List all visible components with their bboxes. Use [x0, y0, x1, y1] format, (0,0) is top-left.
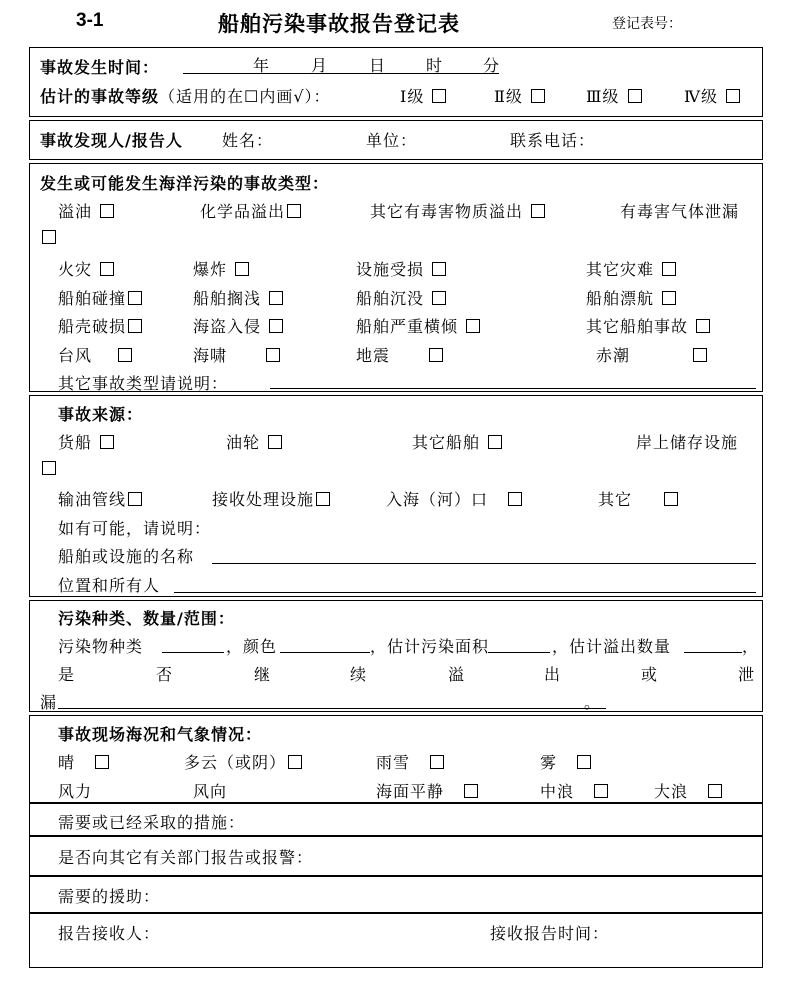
pollutant-kind-label: 污染物种类: [58, 637, 144, 656]
ship-name-label: 船舶或设施的名称: [58, 547, 195, 566]
weather-cloudy[interactable]: [184, 750, 302, 773]
other-type-label: 其它事故类型请说明：: [58, 374, 229, 393]
time-unit-hour: 时: [426, 56, 444, 75]
source-cargo-ship[interactable]: [58, 430, 114, 453]
type-label: 船舶搁浅: [193, 289, 262, 308]
type-label: 船舶碰撞: [58, 289, 127, 308]
form-number: 3-1: [76, 10, 104, 31]
weather-rain-snow[interactable]: [376, 750, 444, 773]
checkbox[interactable]: [95, 755, 109, 769]
pollutant-kind-field[interactable]: [162, 652, 224, 653]
type-label: 地震: [356, 346, 391, 365]
checkbox[interactable]: [662, 291, 676, 305]
continue-char-3: 继: [254, 665, 272, 684]
checkbox[interactable]: [429, 348, 443, 362]
report-other-label: 是否向其它有关部门报告或报警：: [58, 848, 314, 867]
checkbox[interactable]: [430, 755, 444, 769]
grade-option-2[interactable]: [494, 84, 545, 107]
checkbox[interactable]: [466, 319, 480, 333]
time-unit-year: 年: [253, 56, 271, 75]
type-sinking[interactable]: [356, 286, 446, 309]
reporter-name-label: 姓名：: [222, 131, 274, 150]
source-option-label: 油轮: [226, 433, 261, 452]
checkbox[interactable]: [316, 492, 330, 506]
sea-state-label: 海面平静: [376, 782, 445, 801]
time-unit-minute: 分: [483, 56, 501, 75]
pollution-label: 污染种类、数量/范围：: [58, 609, 235, 628]
checkbox[interactable]: [432, 89, 446, 103]
checkbox[interactable]: [100, 435, 114, 449]
source-reception-facility[interactable]: [212, 487, 330, 510]
grade-option-3[interactable]: [586, 84, 642, 107]
type-tsunami[interactable]: [193, 343, 280, 366]
spill-amount-field[interactable]: [684, 652, 742, 653]
type-other-disaster[interactable]: [586, 257, 676, 280]
checkbox[interactable]: [531, 89, 545, 103]
checkbox[interactable]: [266, 348, 280, 362]
source-other[interactable]: [598, 487, 678, 510]
type-label: 海啸: [193, 346, 228, 365]
continue-char-8: 泄: [738, 665, 756, 684]
accident-type-label: 发生或可能发生海洋污染的事故类型：: [40, 174, 330, 193]
receiver-label: 报告接收人：: [58, 924, 161, 943]
type-label: 化学品溢出: [200, 202, 286, 221]
checkbox[interactable]: [100, 262, 114, 276]
checkbox[interactable]: [662, 262, 676, 276]
ship-name-field[interactable]: [212, 563, 756, 564]
checkbox[interactable]: [269, 319, 283, 333]
color-label: ，颜色: [226, 637, 278, 656]
type-earthquake[interactable]: [356, 343, 443, 366]
grade-option-label: Ⅲ级: [586, 87, 620, 106]
type-label: 其它船舶事故: [586, 317, 689, 336]
checkbox[interactable]: [235, 262, 249, 276]
type-label: 赤潮: [596, 346, 631, 365]
checkbox[interactable]: [464, 784, 478, 798]
type-other-harmful-spill[interactable]: [370, 199, 545, 222]
weather-option-label: 多云（或阴）: [184, 753, 287, 772]
area-field[interactable]: [488, 652, 550, 653]
checkbox[interactable]: [664, 492, 678, 506]
continue-char-1: 是: [58, 665, 76, 684]
checkbox[interactable]: [531, 204, 545, 218]
continue-char-6: 出: [544, 665, 562, 684]
checkbox[interactable]: [432, 262, 446, 276]
type-label: 船舶严重横倾: [356, 317, 459, 336]
spill-amount-label: ，估计溢出数量: [552, 637, 672, 656]
checkbox[interactable]: [42, 230, 56, 244]
type-red-tide[interactable]: [596, 343, 707, 366]
continue-char-4: 续: [350, 665, 368, 684]
type-pirate-attack[interactable]: [193, 314, 283, 337]
type-label: 爆炸: [193, 260, 228, 279]
type-other-ship-accident[interactable]: [586, 314, 710, 337]
checkbox[interactable]: [708, 784, 722, 798]
wind-force-label: 风力: [58, 782, 93, 801]
grade-option-label: Ⅱ级: [494, 87, 523, 106]
leak-char: 漏: [40, 693, 58, 712]
other-type-field[interactable]: [270, 388, 756, 389]
if-possible-label: 如有可能，请说明：: [58, 519, 212, 538]
checkbox[interactable]: [42, 461, 56, 475]
checkbox[interactable]: [128, 319, 142, 333]
weather-option-label: 雾: [540, 753, 558, 772]
period: 。: [584, 693, 602, 712]
type-explosion[interactable]: [193, 257, 249, 280]
type-label: 设施受损: [356, 260, 425, 279]
type-label: 溢油: [58, 202, 93, 221]
type-label: 火灾: [58, 260, 93, 279]
checkbox[interactable]: [268, 435, 282, 449]
type-label: 台风: [58, 346, 93, 365]
source-pipeline[interactable]: [58, 487, 142, 510]
color-field[interactable]: [280, 652, 370, 653]
source-option-label: 岸上储存设施: [636, 433, 739, 452]
weather-option-label: 雨雪: [376, 753, 411, 772]
type-oil-spill[interactable]: [58, 199, 114, 222]
wind-direction-label: 风向: [193, 782, 228, 801]
form-title: 船舶污染事故报告登记表: [218, 11, 460, 36]
assistance-label: 需要的援助：: [58, 887, 161, 906]
type-harmful-gas-leak[interactable]: [620, 199, 739, 222]
checkbox[interactable]: [696, 319, 710, 333]
type-label: 有毒害气体泄漏: [620, 202, 740, 221]
sea-rough[interactable]: [654, 779, 722, 802]
type-drifting[interactable]: [586, 286, 676, 309]
grade-option-4[interactable]: [684, 84, 740, 107]
sea-calm[interactable]: [376, 779, 478, 802]
checkbox[interactable]: [100, 204, 114, 218]
type-fire[interactable]: [58, 257, 114, 280]
accident-grade-hint: （适用的在☐内画√）：: [159, 87, 331, 106]
checkbox[interactable]: [128, 492, 142, 506]
sea-state-label: 大浪: [654, 782, 689, 801]
accident-grade-label: 估计的事故等级: [40, 87, 160, 106]
location-owner-field[interactable]: [174, 592, 756, 593]
reporter-label: 事故发现人/报告人: [40, 131, 183, 150]
checkbox[interactable]: [432, 291, 446, 305]
type-hull-damage[interactable]: [58, 314, 142, 337]
weather-sunny[interactable]: [58, 750, 109, 773]
registration-number-label: 登记表号：: [612, 16, 682, 32]
source-option-label: 入海（河）口: [386, 490, 489, 509]
type-label: 其它灾难: [586, 260, 655, 279]
weather-option-label: 晴: [58, 753, 76, 772]
checkbox[interactable]: [726, 89, 740, 103]
accident-grade-row: [40, 84, 331, 107]
location-owner-label: 位置和所有人: [58, 576, 161, 595]
accident-time-field[interactable]: [183, 73, 499, 74]
continue-leak-field[interactable]: [58, 708, 606, 709]
area-label: ，估计污染面积: [370, 637, 490, 656]
grade-option-1[interactable]: [400, 84, 446, 107]
sea-moderate[interactable]: [540, 779, 608, 802]
checkbox[interactable]: [288, 755, 302, 769]
grade-option-label: Ⅰ级: [400, 87, 425, 106]
source-option-label: 接收处理设施: [212, 490, 315, 509]
checkbox[interactable]: [488, 435, 502, 449]
source-estuary[interactable]: [386, 487, 522, 510]
weather-fog[interactable]: [540, 750, 591, 773]
receive-time-label: 接收报告时间：: [490, 924, 610, 943]
continue-char-5: 溢: [448, 665, 466, 684]
type-chemical-spill[interactable]: [200, 199, 301, 222]
type-grounding[interactable]: [193, 286, 283, 309]
type-severe-list[interactable]: [356, 314, 480, 337]
time-unit-month: 月: [311, 56, 329, 75]
type-label: 船舶沉没: [356, 289, 425, 308]
measures-label: 需要或已经采取的措施：: [58, 813, 246, 832]
checkbox[interactable]: [287, 204, 301, 218]
accident-time-label: 事故发生时间：: [40, 58, 160, 77]
type-label: 船舶漂航: [586, 289, 655, 308]
source-option-label: 其它: [598, 490, 633, 509]
checkbox[interactable]: [118, 348, 132, 362]
grade-option-label: Ⅳ级: [684, 87, 718, 106]
checkbox[interactable]: [128, 291, 142, 305]
type-label: 海盗入侵: [193, 317, 262, 336]
checkbox[interactable]: [628, 89, 642, 103]
checkbox[interactable]: [693, 348, 707, 362]
type-facility-damage[interactable]: [356, 257, 446, 280]
sea-weather-label: 事故现场海况和气象情况：: [58, 725, 263, 744]
reporter-unit-label: 单位：: [366, 131, 418, 150]
source-shore-storage[interactable]: [636, 430, 738, 453]
type-label: 船壳破损: [58, 317, 127, 336]
source-option-label: 其它船舶: [412, 433, 481, 452]
source-tanker[interactable]: [226, 430, 282, 453]
type-typhoon[interactable]: [58, 343, 132, 366]
reporter-phone-label: 联系电话：: [510, 131, 596, 150]
comma: ，: [742, 637, 760, 656]
checkbox[interactable]: [594, 784, 608, 798]
time-unit-day: 日: [369, 56, 387, 75]
checkbox[interactable]: [508, 492, 522, 506]
checkbox[interactable]: [577, 755, 591, 769]
source-other-ship[interactable]: [412, 430, 502, 453]
source-option-label: 输油管线: [58, 490, 127, 509]
continue-char-2: 否: [156, 665, 174, 684]
checkbox[interactable]: [269, 291, 283, 305]
type-label: 其它有毒害物质溢出: [370, 202, 524, 221]
source-option-label: 货船: [58, 433, 93, 452]
type-collision[interactable]: [58, 286, 142, 309]
source-label: 事故来源：: [58, 405, 144, 424]
sea-state-label: 中浪: [540, 782, 575, 801]
continue-char-7: 或: [641, 665, 659, 684]
